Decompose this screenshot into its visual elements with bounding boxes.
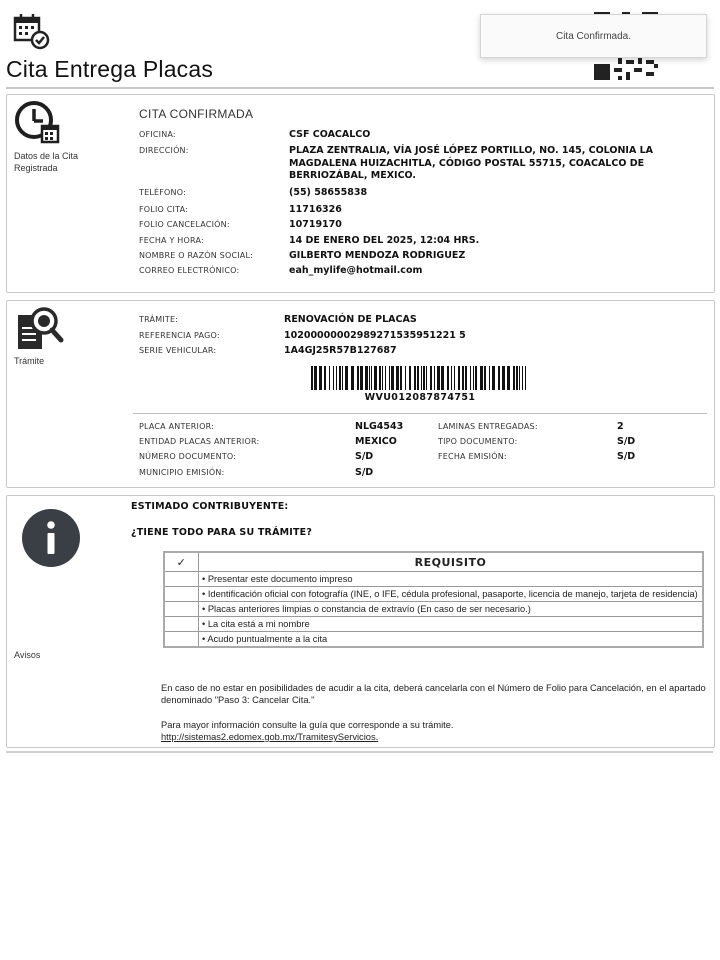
requisito-row [164, 587, 703, 602]
calendar-check-icon [13, 12, 51, 50]
requisito-row [164, 617, 703, 632]
folio-label: FOLIO CITA: [139, 205, 188, 214]
clock-calendar-icon [14, 100, 60, 146]
requisito-row [164, 572, 703, 587]
laminas-label: LAMINAS ENTREGADAS: [438, 422, 538, 431]
cancel-paragraph: En caso de no estar en posibilidades de acudir a la cita, deberá cancelarla con el Número de Folio para Cancelación, en el apartado denominado "Paso 3: Cancelar Cita." [161, 683, 706, 705]
requisito-checkbox[interactable] [164, 617, 199, 632]
telefono-label: TELÉFONO: [139, 188, 186, 197]
entidad-value: MEXICO [355, 436, 397, 447]
oficina-value: CSF COACALCO [289, 129, 371, 140]
requisito-text: • Identificación oficial con fotografía (INE, o IFE, cédula profesional, pasaporte, licencia de manejo, tarjeta de residencia) [199, 587, 704, 602]
correo-label: CORREO ELECTRÓNICO: [139, 266, 240, 275]
requisito-checkbox[interactable] [164, 587, 199, 602]
cita-side-label: Datos de la Cita Registrada [14, 151, 79, 173]
cita-heading: CITA CONFIRMADA [139, 107, 254, 121]
nombre-label: NOMBRE O RAZÓN SOCIAL: [139, 251, 254, 260]
folio-cancel-label: FOLIO CANCELACIÓN: [139, 220, 230, 229]
tipo-doc-label: TIPO DOCUMENTO: [438, 437, 518, 446]
serie-value: 1A4GJ25R57B127687 [284, 345, 397, 356]
avisos-side-label: Avisos [14, 650, 41, 660]
direccion-label: DIRECCIÓN: [139, 146, 189, 155]
correo-value: eah_mylife@hotmail.com [289, 265, 423, 276]
pregunta-heading: ¿TIENE TODO PARA SU TRÁMITE? [131, 527, 313, 538]
placa-anterior-label: PLACA ANTERIOR: [139, 422, 215, 431]
num-doc-label: NÚMERO DOCUMENTO: [139, 452, 237, 461]
entidad-label: ENTIDAD PLACAS ANTERIOR: [139, 437, 260, 446]
requisito-text: • Acudo puntualmente a la cita [199, 632, 704, 647]
tramite-side-label: Trámite [14, 356, 45, 366]
requisito-text: • Placas anteriores limpias o constancia de extravío (En caso de ser necesario.) [199, 602, 704, 617]
placa-anterior-value: NLG4543 [355, 421, 404, 432]
laminas-value: 2 [617, 421, 624, 432]
folio-cancel-value: 10719170 [289, 219, 342, 230]
barcode [311, 366, 529, 390]
requisitos-table [163, 551, 704, 648]
requisito-checkbox[interactable] [164, 572, 199, 587]
ref-label: REFERENCIA PAGO: [139, 331, 220, 340]
folio-value: 11716326 [289, 204, 342, 215]
requisito-row [164, 602, 703, 617]
check-column-header: ✓ [164, 552, 199, 572]
telefono-value: (55) 58655838 [289, 187, 368, 198]
fecha-label: FECHA Y HORA: [139, 236, 204, 245]
toast-notification: Cita Confirmada. [480, 14, 707, 58]
tramite-divider [133, 413, 707, 414]
fecha-emision-label: FECHA EMISIÓN: [438, 452, 507, 461]
requisito-checkbox[interactable] [164, 632, 199, 647]
nombre-value: GILBERTO MENDOZA RODRIGUEZ [289, 250, 466, 261]
tramite-label: TRÁMITE: [139, 315, 179, 324]
tramites-link-line [161, 731, 706, 743]
estimado-heading: ESTIMADO CONTRIBUYENTE: [131, 501, 289, 512]
fecha-value: 14 DE ENERO DEL 2025, 12:04 HRS. [289, 235, 480, 246]
document-search-icon [14, 305, 64, 351]
municipio-value: S/D [355, 467, 374, 478]
serie-label: SERIE VEHICULAR: [139, 346, 217, 355]
requisito-row [164, 632, 703, 647]
header-divider [6, 87, 714, 89]
page-title: Cita Entrega Placas [6, 56, 214, 82]
barcode-text: WVU012087874751 [364, 392, 476, 403]
direccion-value: PLAZA ZENTRALIA, VÍA JOSÉ LÓPEZ PORTILLO, NO. 145, COLONIA LA MAGDALENA HUIZACHITLA, CÓDIGO POSTAL 55715, COACALCO DE BERRIOZÁBAL, MEXICO. [289, 145, 654, 181]
tramite-value: RENOVACIÓN DE PLACAS [284, 314, 417, 325]
ref-value: 10200000002989271535951221 5 [284, 330, 466, 341]
tipo-doc-value: S/D [617, 436, 636, 447]
requisito-text: • La cita está a mi nombre [199, 617, 704, 632]
oficina-label: OFICINA: [139, 130, 176, 139]
info-icon [21, 508, 81, 568]
footer-divider [6, 751, 713, 753]
tramites-link[interactable]: http://sistemas2.edomex.gob.mx/TramitesyServicios. [161, 732, 379, 742]
requisito-checkbox[interactable] [164, 602, 199, 617]
municipio-label: MUNICIPIO EMISIÓN: [139, 468, 225, 477]
fecha-emision-value: S/D [617, 451, 636, 462]
requisito-text: • Presentar este documento impreso [199, 572, 704, 587]
info-paragraph: Para mayor información consulte la guía que corresponde a su trámite. [161, 720, 454, 730]
num-doc-value: S/D [355, 451, 374, 462]
requisito-column-header: REQUISITO [199, 552, 704, 572]
